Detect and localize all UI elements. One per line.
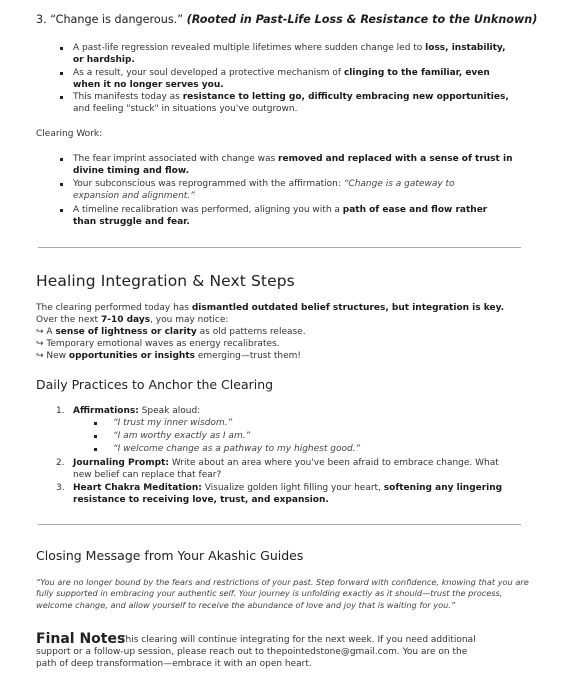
notice-item <box>36 338 280 350</box>
practice-number: 2. <box>56 458 65 468</box>
notice-text: A <box>46 327 56 337</box>
practice-label: Heart Chakra Meditation: <box>73 483 202 493</box>
clearing-bullet-cont <box>73 165 189 177</box>
notice-text: New <box>46 351 69 361</box>
bullet-text <box>73 67 490 79</box>
bullet-square <box>94 448 97 451</box>
closing-title: Closing Message from Your Akashic Guides <box>36 548 304 563</box>
notice-text: Temporary emotional waves as energy recalibrates. <box>46 339 280 349</box>
bullet-text-bold: clinging to the familiar, even <box>343 68 490 78</box>
practice-text: Speak aloud: <box>138 406 201 416</box>
paragraph-part: , you may notice: <box>150 315 229 325</box>
healing-title: Healing Integration & Next Steps <box>36 272 295 290</box>
final-notes-title: Final Notes <box>36 631 126 647</box>
paragraph-part: The clearing performed today has <box>36 303 192 313</box>
section-heading-sub: (Rooted in Past-Life Loss & Resistance to the Unknown) <box>186 13 538 26</box>
divider <box>38 524 521 525</box>
practice-item <box>73 457 499 469</box>
bullet-text-cont <box>73 54 135 66</box>
bullet-text <box>73 42 506 54</box>
bullet-text-part: As a result, your soul developed a protective mechanism of <box>73 68 344 78</box>
paragraph-bold: 7-10 days <box>100 315 151 325</box>
affirmation: “I trust my inner wisdom.” <box>113 418 233 428</box>
section-heading-main: 3. “Change is dangerous.” <box>36 13 184 26</box>
bullet-dot <box>60 96 63 99</box>
affirmation: “I welcome change as a pathway to my highest good.” <box>113 444 361 454</box>
clearing-bullet-cont <box>73 190 195 202</box>
bullet-dot <box>60 183 63 186</box>
practice-item-cont: new belief can replace that fear? <box>73 470 222 480</box>
bullet-square <box>94 435 97 438</box>
practice-item <box>73 482 502 494</box>
final-notes-line-3: path of deep transformation—embrace it with an open heart. <box>36 659 312 669</box>
hook-arrow-icon: ↪ <box>36 339 44 349</box>
bullet-text-bold: than struggle and fear. <box>73 217 190 227</box>
bullet-text-bold: resistance to letting go, difficulty embracing new opportunities, <box>182 92 509 102</box>
practice-number: 1. <box>56 406 65 416</box>
bullet-text-part: A timeline recalibration was performed, aligning you with a <box>73 205 343 215</box>
paragraph-part: Over the next <box>36 315 101 325</box>
clearing-bullet-text <box>73 178 455 190</box>
bullet-text-part: A past-life regression revealed multiple lifetimes where sudden change led to <box>73 43 426 53</box>
bullet-square <box>94 422 97 425</box>
hook-arrow-icon: ↪ <box>36 327 44 337</box>
bullet-dot <box>60 209 63 212</box>
bullet-text-bold: loss, instability, <box>425 43 506 53</box>
clearing-bullet-cont <box>73 216 190 228</box>
clearing-bullet-text <box>73 204 487 216</box>
bullet-text-italic: “Change is a gateway to <box>343 179 455 189</box>
bullet-text-italic: expansion and alignment.” <box>73 191 195 201</box>
bullet-text-cont <box>73 103 297 115</box>
bullet-text-cont <box>73 79 224 91</box>
notice-text: as old patterns release. <box>196 327 306 337</box>
practice-text: Visualize golden light filling your heart, <box>201 483 384 493</box>
practice-item-cont <box>73 494 329 506</box>
daily-practices-title: Daily Practices to Anchor the Clearing <box>36 377 274 392</box>
hook-arrow-icon: ↪ <box>36 351 44 361</box>
practice-label: Journaling Prompt: <box>73 458 169 468</box>
practice-text: Write about an area where you've been afraid to embrace change. What <box>168 458 499 468</box>
bullet-text-bold: divine timing and flow. <box>73 166 190 176</box>
practice-label: Affirmations: <box>73 406 139 416</box>
affirmation: “I am worthy exactly as I am.” <box>113 431 251 441</box>
closing-quote: “You are no longer bound by the fears and restrictions of your past. Step forward with confidence, knowing that you are fully supported in embracing your authentic self. Your journey is unfolding exactly as it should—trust the process, welcome change, and allow yourself to receive the abundance of love and joy that is waiting for you.” <box>36 577 529 610</box>
final-notes-line-2: support or a follow-up session, please reach out to thepointedstone@gmail.com. You are on the <box>36 647 468 657</box>
bullet-text-part: Your subconscious was reprogrammed with the affirmation: <box>73 179 344 189</box>
healing-paragraph <box>36 302 504 314</box>
section-heading <box>36 13 537 26</box>
bullet-text-part: The fear imprint associated with change was <box>73 154 279 164</box>
bullet-text-bold: path of ease and flow rather <box>342 205 488 215</box>
bullet-text-bold: removed and replaced with a sense of trust in <box>278 154 513 164</box>
bullet-text-part: and feeling "stuck" in situations you've outgrown. <box>73 104 298 114</box>
bullet-text <box>73 91 509 103</box>
bullet-dot <box>60 72 63 75</box>
notice-text: emerging—trust them! <box>195 351 302 361</box>
bullet-text-part: This manifests today as <box>73 92 183 102</box>
notice-item <box>36 326 306 338</box>
bullet-text-bold: when it no longer serves you. <box>73 80 224 90</box>
healing-paragraph-2 <box>36 314 228 326</box>
notice-item <box>36 350 301 362</box>
bullet-dot <box>60 47 63 50</box>
bullet-text-bold: or hardship. <box>73 55 135 65</box>
notice-text-bold: opportunities or insights <box>68 351 195 361</box>
practice-number: 3. <box>56 483 65 493</box>
practice-item <box>73 405 200 417</box>
final-notes-line-1: This clearing will continue integrating for the next week. If you need additional <box>120 635 476 645</box>
divider <box>38 247 521 248</box>
notice-text-bold: sense of lightness or clarity <box>55 327 197 337</box>
clearing-bullet-text <box>73 153 512 165</box>
practice-text-bold: softening any lingering <box>383 483 503 493</box>
paragraph-bold: dismantled outdated belief structures, but integration is key. <box>191 303 505 313</box>
bullet-dot <box>60 158 63 161</box>
clearing-work-label: Clearing Work: <box>36 129 103 139</box>
practice-text-bold: resistance to receiving love, trust, and expansion. <box>73 495 329 505</box>
